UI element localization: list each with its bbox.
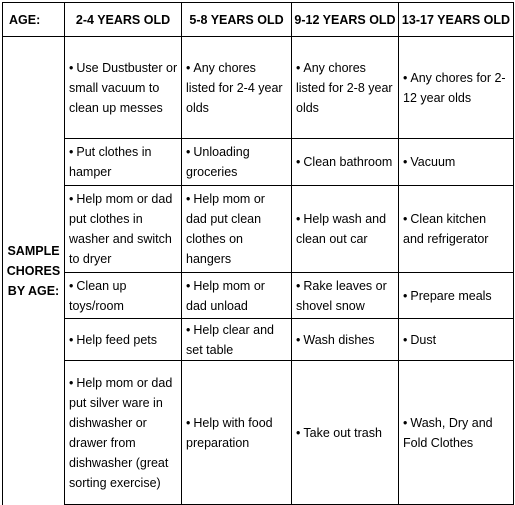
chore-text: Clean up toys/room: [69, 278, 127, 313]
row-label-line: SAMPLE: [7, 243, 60, 258]
column-header-9-12: 9-12 YEARS OLD: [292, 3, 399, 37]
chore-text: Put clothes in hamper: [69, 145, 152, 179]
bullet-icon: •: [186, 322, 191, 337]
bullet-icon: •: [296, 212, 301, 226]
chore-text: Dust: [410, 332, 437, 347]
chore-text: Help feed pets: [76, 332, 157, 347]
chore-text: Any chores for 2-12 year olds: [403, 70, 506, 105]
chore-text: Help mom or dad put silver ware in dishwasher or drawer from dishwasher (great sorting exercise): [69, 375, 173, 490]
table-cell: [292, 37, 399, 139]
chore-text: Help mom or dad put clothes in washer and switch to dryer: [69, 192, 173, 266]
bullet-icon: •: [69, 60, 74, 75]
bullet-icon: •: [296, 332, 301, 347]
table-cell: [182, 273, 292, 319]
bullet-icon: •: [186, 278, 191, 293]
table-cell: [399, 37, 514, 139]
bullet-icon: •: [296, 60, 301, 75]
header-row: [3, 3, 514, 37]
chore-text: Unloading groceries: [186, 145, 250, 179]
chore-text: Use Dustbuster or small vacuum to clean up messes: [69, 60, 178, 115]
table-cell: [399, 186, 514, 273]
table-cell: [182, 319, 292, 361]
chore-text: Vacuum: [410, 155, 456, 169]
chore-text: Any chores listed for 2-4 year olds: [186, 60, 283, 115]
table-cell: [65, 186, 182, 273]
bullet-icon: •: [69, 332, 74, 347]
table-cell: [292, 139, 399, 186]
chore-text: Help mom or dad put clean clothes on hangers: [186, 192, 265, 266]
chore-text: Take out trash: [303, 425, 382, 440]
table-cell: [65, 361, 182, 505]
age-header: AGE:: [3, 3, 65, 37]
table-cell: [182, 37, 292, 139]
bullet-icon: •: [403, 70, 408, 85]
table-row: [3, 139, 514, 186]
chore-text: Help wash and clean out car: [296, 212, 387, 246]
bullet-icon: •: [186, 192, 191, 206]
bullet-icon: •: [296, 155, 301, 169]
chores-by-age-table: [2, 2, 514, 505]
bullet-icon: •: [296, 278, 301, 293]
column-header-13-17: 13-17 YEARS OLD: [399, 3, 514, 37]
table-cell: [182, 139, 292, 186]
table-cell: [65, 37, 182, 139]
bullet-icon: •: [69, 145, 74, 159]
bullet-icon: •: [69, 375, 74, 390]
chore-text: Wash dishes: [303, 332, 375, 347]
row-label-line: BY AGE:: [7, 283, 60, 298]
bullet-icon: •: [403, 212, 408, 226]
table-row: [3, 37, 514, 139]
bullet-icon: •: [186, 60, 191, 75]
chore-text: Help clear and set table: [186, 322, 274, 357]
table-cell: [292, 361, 399, 505]
chore-text: Help mom or dad unload: [186, 278, 265, 313]
chore-text: Prepare meals: [410, 288, 492, 303]
table-cell: [292, 186, 399, 273]
chore-text: Clean kitchen and refrigerator: [403, 212, 489, 246]
chore-text: Wash, Dry and Fold Clothes: [403, 415, 493, 450]
bullet-icon: •: [186, 415, 191, 430]
table-cell: [399, 273, 514, 319]
bullet-icon: •: [403, 288, 408, 303]
chore-text: Any chores listed for 2-8 year olds: [296, 60, 393, 115]
table-cell: [292, 319, 399, 361]
table-row: [3, 273, 514, 319]
bullet-icon: •: [296, 425, 301, 440]
bullet-icon: •: [186, 145, 191, 159]
row-label-line: CHORES: [6, 263, 61, 278]
table-cell: [65, 139, 182, 186]
table-cell: [182, 186, 292, 273]
table-cell: [399, 361, 514, 505]
chore-text: Clean bathroom: [303, 155, 393, 169]
column-header-2-4: 2-4 YEARS OLD: [65, 3, 182, 37]
table-cell: [399, 319, 514, 361]
bullet-icon: •: [403, 155, 408, 169]
table-cell: [65, 273, 182, 319]
table-row: [3, 186, 514, 273]
table-row: [3, 319, 514, 361]
chore-text: Help with food preparation: [186, 415, 273, 450]
bullet-icon: •: [403, 332, 408, 347]
table-cell: [182, 361, 292, 505]
table-cell: [399, 139, 514, 186]
chore-text: Rake leaves or shovel snow: [296, 278, 387, 313]
table-row: [3, 361, 514, 505]
bullet-icon: •: [69, 278, 74, 293]
sample-chores-label: [3, 37, 65, 505]
table-cell: [292, 273, 399, 319]
bullet-icon: •: [403, 415, 408, 430]
column-header-5-8: 5-8 YEARS OLD: [182, 3, 292, 37]
table-cell: [65, 319, 182, 361]
bullet-icon: •: [69, 192, 74, 206]
